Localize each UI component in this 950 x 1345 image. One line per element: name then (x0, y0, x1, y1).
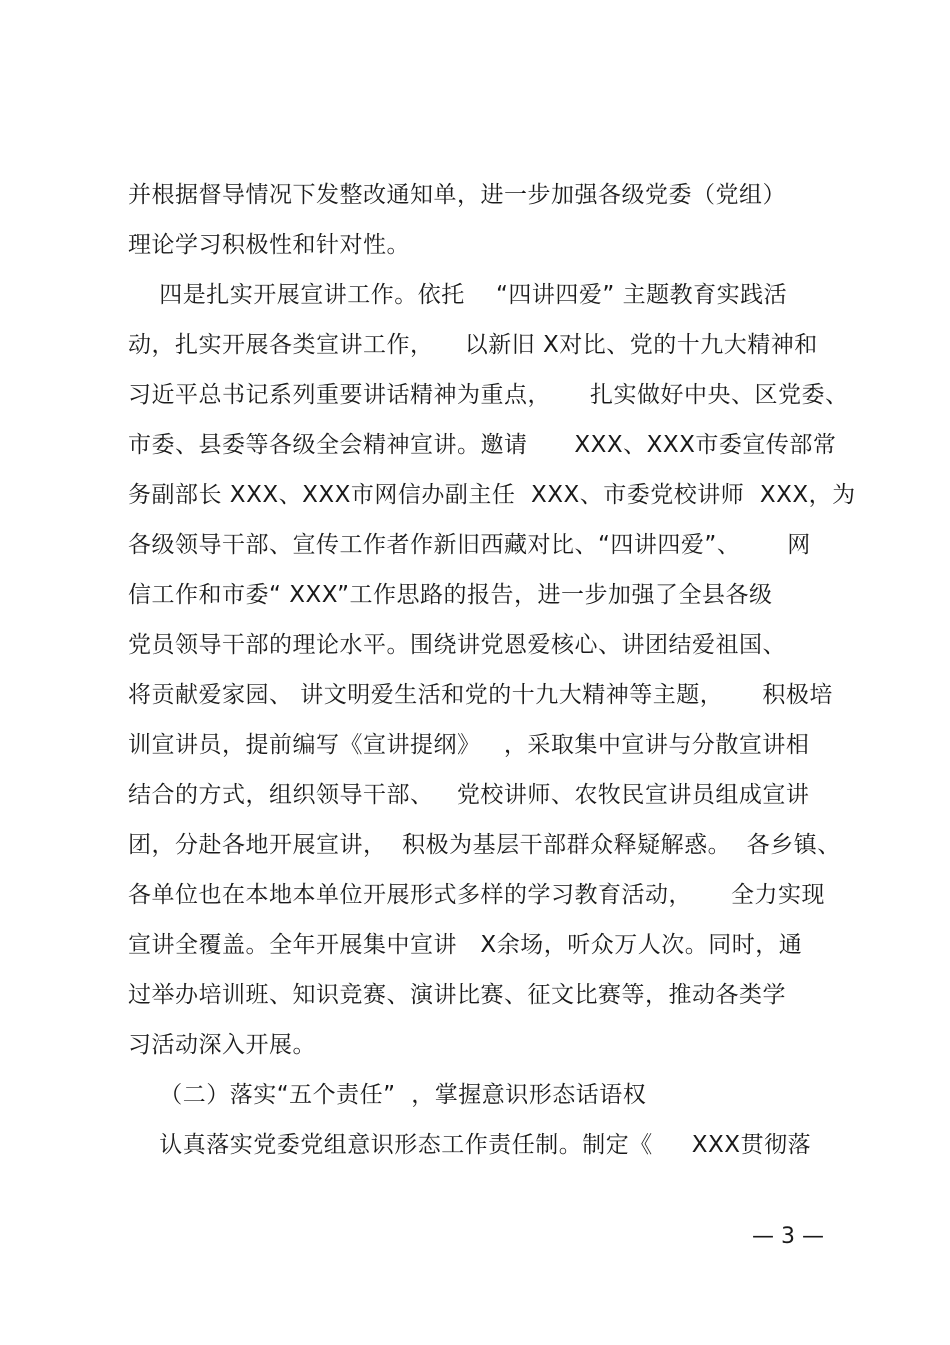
text-line: 认真落实党委党组意识形态工作责任制。制定《 XXX贯彻落 (128, 1132, 812, 1158)
page-number: — 3 — (752, 1224, 824, 1249)
text-line: 四是扎实开展宣讲工作。依托 “四讲四爱” 主题教育实践活 (128, 282, 788, 308)
text-line: 各单位也在本地本单位开展形式多样的学习教育活动， 全力实现 (128, 882, 826, 908)
text-line: 过举办培训班、知识竞赛、演讲比赛、征文比赛等，推动各类学 (128, 982, 786, 1008)
text-line: 党员领导干部的理论水平。围绕讲党恩爱核心、讲团结爱祖国、 (128, 632, 786, 658)
section-heading: （二）落实“五个责任” ，掌握意识形态话语权 (128, 1082, 647, 1108)
text-line: 各级领导干部、宣传工作者作新旧西藏对比、“四讲四爱”、 网 (128, 532, 811, 558)
text-line: 训宣讲员，提前编写《宣讲提纲》 ，采取集中宣讲与分散宣讲相 (128, 732, 810, 758)
text-line: 习活动深入开展。 (128, 1032, 316, 1058)
text-line: 团，分赴各地开展宣讲， 积极为基层干部群众释疑解惑。 各乡镇、 (128, 832, 841, 858)
text-line: 理论学习积极性和针对性。 (128, 232, 410, 258)
text-line: 信工作和市委“ XXX”工作思路的报告，进一步加强了全县各级 (128, 582, 773, 608)
text-line: 务副部长 XXX、XXX市网信办副主任 XXX、市委党校讲师 XXX，为 (128, 482, 856, 508)
text-line: 市委、县委等各级全会精神宣讲。邀请 XXX、XXX市委宣传部常 (128, 432, 837, 458)
text-line: 习近平总书记系列重要讲话精神为重点， 扎实做好中央、区党委、 (128, 382, 849, 408)
text-line: 宣讲全覆盖。全年开展集中宣讲 X余场，听众万人次。同时，通 (128, 932, 803, 958)
text-line: 并根据督导情况下发整改通知单，进一步加强各级党委（党组） (128, 182, 786, 208)
text-line: 结合的方式，组织领导干部、 党校讲师、农牧民宣讲员组成宣讲 (128, 782, 810, 808)
text-line: 动，扎实开展各类宣讲工作， 以新旧 X对比、党的十九大精神和 (128, 332, 818, 358)
text-line: 将贡献爱家园、 讲文明爱生活和党的十九大精神等主题， 积极培 (128, 682, 833, 708)
